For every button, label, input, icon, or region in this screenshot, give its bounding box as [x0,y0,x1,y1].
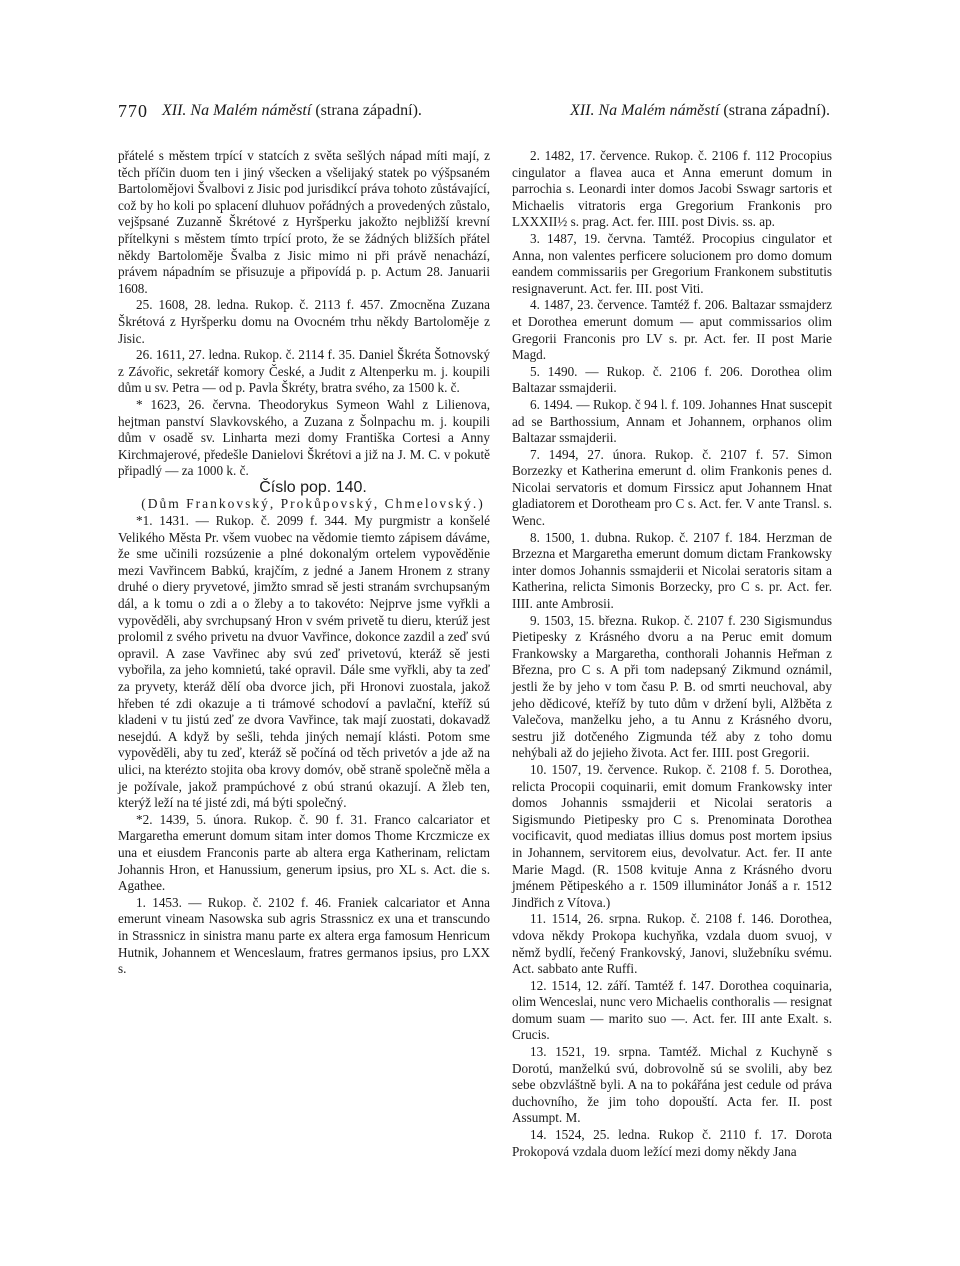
paragraph: přátelé s městem trpící v statcích z světa sešlých nápad míti mají, z těch příčin duom ten i jiný všecken a všelijaký statek po výšpsaném Bartolomějovi Švalbovi z Jisic pod jurisdikcí práva tohoto zůstávající, což by ho koli po splacení dluhuov pořádných a provedených zůstalo, vejšpsané Zuzanně Škrétové z Hyršperku jakožto nejbližší krevní přítelkyni s městem tímto trpící proto, že se žádných bližších přátel někdy Bartoloměje Švalba z Jisic mimo ni při právě nenachází, právem nápadním se přisuzuje a připovídá p. p. Actum 28. Januarii 1608. [118,148,490,296]
paragraph: 2. 1482, 17. července. Rukop. č. 2106 f. 112 Procopius cingulator a flavea auca et Anna emerunt domum in parrochia s. Leonardi inter domos Jacobi Sswagr sartoris et Michaelis vitratoris erga Gregorium Frankonis pro LXXXII½ s. prag. Act. fer. IIII. post Divis. ss. ap. [512,148,832,230]
paragraph: *1. 1431. — Rukop. č. 2099 f. 344. My purgmistr a konšelé Velikého Města Pr. všem vuobec na vědomie tiemto zápisem dáváme, že sme učinili rozsúzenie a plné dokonalým ortelem vypověděnie mezi Vavřincem Babkú, krajčím, z jedné a Janem Hronem z strany druhé o diery pryvetové, jimžto smrad sě jesti stranám svrchupsaným dál, a k tomu o zdi a o žleby a to takovéto: Nejprve jsme vyřkli a vypověděli, aby svrchupsaný Hron v svém privetě tu dieru, kterúž jest prolomil z svého privetu na dvuor Vavřince, dokonce zazdil a zeď svú opravil. A zase Vavřinec aby svú zeď privetovú, kteráž sě jesti vybořila, za jeho komnietú, také opravil. Dále sme vyřkli, aby ta zeď za pryvety, kteráž dělí oba dvorce jich, při Hronovi zuostala, jakož hřeben té zdi okazuje a ti trámové schodoví a pavlační, kteříž sú kladeni v tu jistú zeď ze dvora Vavřince, tak mají zuostati, dokavadž nesejdú. A když by sešli, tehda jiných nemají klásti. Potom sme vypověděli, aby tu zeď, kteráž sě počíná od těch privetóv a jde až na ulici, na kterézto stojita oba krovy domóv, obě straně společně měla a je požívale, jakož prampúchové z obú stranú okazují. A žleb ten, kterýž leží na té jisté zdi, má býti společný. [118,513,490,811]
page-number: 770 [118,101,148,121]
running-header [118,98,830,124]
paragraph: 11. 1514, 26. srpna. Rukop. č. 2108 f. 146. Dorothea, vdova někdy Prokopa kuchyňka, vzdala duom svuoj, v němž bydlí, řečený Frankovský, Janovi, služebníku svému. Act. sabbato ante Ruffi. [512,911,832,977]
right-column [512,148,832,1160]
paragraph: * 1623, 26. června. Theodorykus Symeon Wahl z Lilienova, hejtman panství Slavkovského, a Zuzana z Šolnpachu m. j. koupili dům v osadě sv. Linharta mezi domy Františka Cortesi a Anny Kirchmajerové, předešle Danielovi Škrétovi a již na J. M. C. v pokutě připadlý — za 1000 k. č. [118,396,490,479]
paragraph: 9. 1503, 15. března. Rukop. č. 2107 f. 230 Sigismundus Pietipesky z Krásného dvoru a na Peruc emit domum Frankowsky a Margaretha, conthorali Johannis Heřman z Března, pro C s. A při tom nadepsaný Zikmund oznámil, jestli že by jeho v tom času P. B. od smrti neuchoval, aby jeho dědicové, kteříž by tuto dům v držení byli, Alžběta z Valečova, manželku jeho, a tu Annu z Krásného dvoru, sestru již dotčeného Zigmunda též aby z toho domu nehýbali až do jejieho života. Act fer. IIII. post Gregorii. [512,612,832,761]
header-right-title-text: XII. Na Malém náměstí [570,102,720,119]
paragraph: 13. 1521, 19. srpna. Tamtéž. Michal z Kuchyně s Dorotú, manželkú svú, dobrovolně sú se svolili, aby bez sebe obzvláštně byli. A na to pokářána jest cedule od práva duchovního, že jim toho dopouští. Acta fer. II. post Assumpt. M. [512,1044,832,1126]
section-subtitle: (Dům Frankovský, Prokůpovský, Chmelovský.) [141,496,485,512]
paragraph: 3. 1487, 19. června. Tamtéž. Procopius cingulator et Anna, non valentes perficere solucionem pro domo domum eandem commissariis per Gregorium Frankonem substitutis resignaverunt. Act. fer. III. post Viti. [512,230,832,296]
paragraph: 7. 1494, 27. února. Rukop. č. 2107 f. 57. Simon Borzezky et Katherina emerunt d. olim Frankonis penes d. Nicolai servatoris et domum Firssicz aput Johannem Hnat gladiatorem et Dorotheam pro C s. Act. fer. V ante Transl. s. Wenc. [512,446,832,529]
header-left-suffix: (strana západní). [315,102,422,119]
header-right-title [570,98,830,124]
paragraph: 12. 1514, 12. září. Tamtéž f. 147. Dorothea coquinaria, olim Wenceslai, nunc vero Michaelis conthoralis — resignat domum suam — marito suo —. Act. fer. III ante Exalt. s. Crucis. [512,977,832,1043]
paragraph: 26. 1611, 27. ledna. Rukop. č. 2114 f. 35. Daniel Škréta Šotnovský z Závořic, sekretář komory České, a Judit z Altenperku m. j. koupili dům u sv. Petra — od p. Pavla Škréty, bratra svého, za 1500 k. č. [118,347,490,396]
paragraph: 6. 1494. — Rukop. č 94 l. f. 109. Johannes Hnat suscepit ad se Barthossium, Annam et Johannem, orphanos olim Baltazar ssmajderii. [512,396,832,446]
paragraph: 5. 1490. — Rukop. č. 2106 f. 206. Dorothea olim Baltazar ssmajderii. [512,363,832,396]
paragraph: 14. 1524, 25. ledna. Rukop č. 2110 f. 17. Dorota Prokopová vzdala duom ležící mezi domy někdy Jana [512,1127,832,1159]
section-title: Číslo pop. 140. [259,478,367,496]
paragraph: 1. 1453. — Rukop. č. 2102 f. 46. Franiek calcariator et Anna emerunt vineam Nasowska sub agris Strassnicz ex una et transcundo in Strassnicz in sinistra manu parte ex altera erga famosum Henricum Hutnik, Johannem et Wenceslaum, fratres germanos ipsius, pro LXX s. [118,894,490,977]
paragraph: 8. 1500, 1. dubna. Rukop. č. 2107 f. 184. Herzman de Brzezna et Margaretha emerunt domum dictam Frankowsky inter domos Johannis ssmajderii et Nicolai seratoris sitam a Katherina, relicta Simonis Borzecky, pro C s. pr. Act. fer. IIII. ante Ambrosii. [512,529,832,612]
left-column [118,148,490,978]
paragraph: *2. 1439, 5. února. Rukop. č. 90 f. 31. Franco calcariator et Margaretha emerunt domum sitam inter domos Thome Krczmicze ex una et eiusdem Franconis parte ab altera erga Katherinam, relictam Johannis Hron, et Hanussium, generum ipsius, pro XL s. Act. die s. Agathee. [118,811,490,894]
paragraph: 10. 1507, 19. července. Rukop. č. 2108 f. 5. Dorothea, relicta Procopii coquinarii, emit domum Frankowsky inter domos Johannis ssmajderii et Nicolai seratoris a Sigismundo Pietipesky pro C s. Prenominata Dorothea vocificavit, quod mediatas illius domus post mortem ipsius in Johannem, servitorem eius, devolvatur. Act. fer. II ante Marie Magd. (R. 1508 kvituje Anna z Krásného dvoru jménem Pětipeského a r. 1509 illuminátor Jonáš a r. 1512 Jindřich z Vítova.) [512,761,832,910]
paragraph: 25. 1608, 28. ledna. Rukop. č. 2113 f. 457. Zmocněna Zuzana Škrétová z Hyršperku domu na Ovocném trhu někdy Bartoloměje z Jisic. [118,297,490,346]
header-left-title [162,98,422,124]
header-left-title-text: XII. Na Malém náměstí [162,102,312,119]
paragraph: 4. 1487, 23. července. Tamtéž f. 206. Baltazar ssmajderz et Dorothea emerunt domum — aput commissarios olim Gregorii Franconis pro LV s. pr. Act. fer. II post Marie Magd. [512,297,832,363]
header-right-suffix: (strana západní). [723,102,830,119]
